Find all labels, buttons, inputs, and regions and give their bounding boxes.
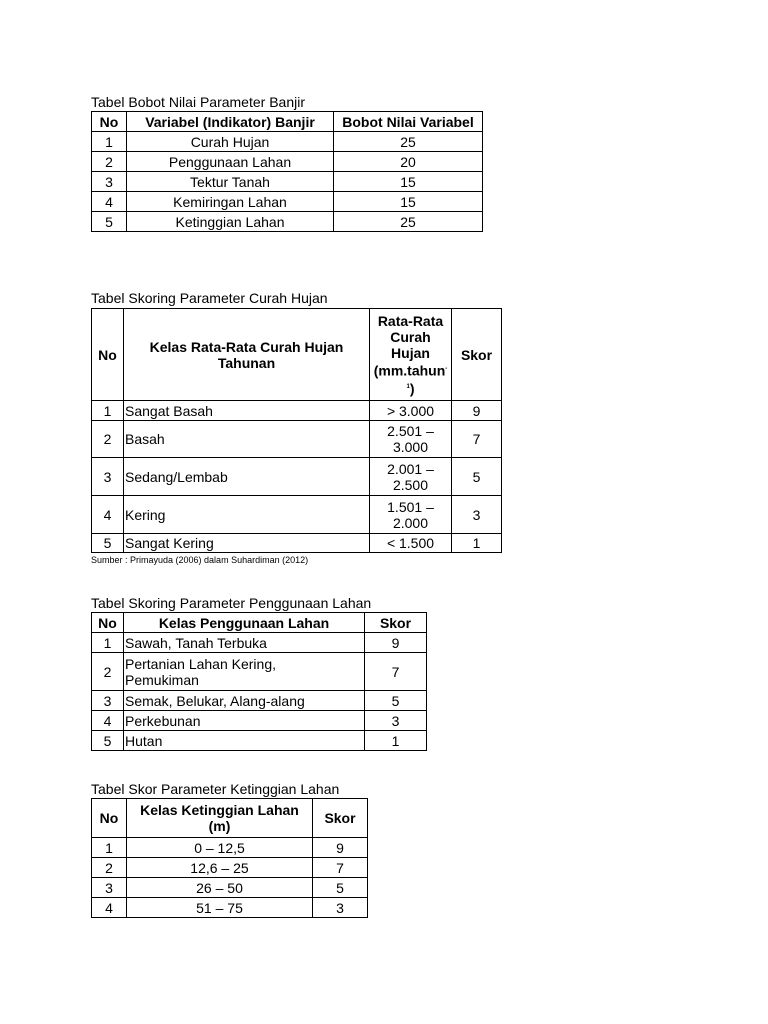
elevation-scoring-table (91, 798, 368, 918)
cell-score: 9 (313, 838, 368, 858)
cell-class: 12,6 – 25 (127, 858, 313, 878)
cell-score: 5 (313, 878, 368, 898)
cell-no: 5 (92, 212, 127, 232)
closing-paren: ) (409, 380, 415, 397)
cell-class: 26 – 50 (127, 878, 313, 898)
column-header-no: No (92, 613, 124, 633)
cell-no: 1 (92, 633, 124, 653)
cell-no: 2 (92, 152, 127, 172)
table-row (92, 633, 427, 653)
column-header-no: No (92, 309, 124, 401)
cell-no: 1 (92, 401, 124, 421)
table-row (92, 653, 427, 691)
cell-variable: Ketinggian Lahan (127, 212, 334, 232)
cell-no: 4 (92, 496, 124, 534)
cell-weight: 15 (334, 172, 483, 192)
average-rainfall-label: Rata-Rata Curah Hujan (mm.tahun (373, 312, 446, 379)
cell-no: 2 (92, 421, 124, 458)
table-row (92, 898, 368, 918)
table-row (92, 838, 368, 858)
cell-class: Sawah, Tanah Terbuka (124, 633, 365, 653)
cell-rainfall: 2.501 – 3.000 (370, 421, 452, 458)
cell-score: 9 (452, 401, 502, 421)
cell-weight: 20 (334, 152, 483, 172)
cell-class: Semak, Belukar, Alang-alang (124, 691, 365, 711)
cell-class: Basah (124, 421, 370, 458)
cell-rainfall: 2.001 – 2.500 (370, 458, 452, 496)
cell-score: 3 (313, 898, 368, 918)
column-header-no: No (92, 112, 127, 132)
cell-no: 5 (92, 731, 124, 751)
column-header-variable: Variabel (Indikator) Banjir (127, 112, 334, 132)
cell-no: 2 (92, 653, 124, 691)
table-row (92, 458, 502, 496)
cell-score: 7 (365, 653, 427, 691)
cell-no: 4 (92, 898, 127, 918)
cell-variable: Tektur Tanah (127, 172, 334, 192)
table-row (92, 172, 483, 192)
column-header-average-rainfall (370, 309, 452, 401)
table4-caption: Tabel Skor Parameter Ketinggian Lahan (91, 781, 340, 797)
cell-score: 7 (313, 858, 368, 878)
column-header-score: Skor (365, 613, 427, 633)
cell-weight: 25 (334, 212, 483, 232)
cell-score: 5 (365, 691, 427, 711)
cell-weight: 25 (334, 132, 483, 152)
column-header-elevation-class: Kelas Ketinggian Lahan (m) (127, 799, 313, 838)
cell-class: Kering (124, 496, 370, 534)
table-row (92, 192, 483, 212)
table-row (92, 212, 483, 232)
cell-no: 1 (92, 838, 127, 858)
cell-rainfall: < 1.500 (370, 534, 452, 553)
cell-no: 3 (92, 458, 124, 496)
table-row (92, 132, 483, 152)
cell-no: 3 (92, 878, 127, 898)
column-header-score: Skor (452, 309, 502, 401)
unit-exponent: -1 (406, 365, 448, 390)
cell-class: Perkebunan (124, 711, 365, 731)
table-header-row (92, 112, 483, 132)
table-row (92, 152, 483, 172)
cell-score: 3 (365, 711, 427, 731)
cell-no: 4 (92, 711, 124, 731)
cell-score: 7 (452, 421, 502, 458)
cell-score: 5 (452, 458, 502, 496)
cell-no: 3 (92, 172, 127, 192)
cell-score: 1 (452, 534, 502, 553)
table-header-row (92, 613, 427, 633)
cell-no: 3 (92, 691, 124, 711)
cell-score: 3 (452, 496, 502, 534)
rainfall-scoring-table (91, 308, 502, 553)
table2-source-note: Sumber : Primayuda (2006) dalam Suhardiman (2012) (91, 555, 309, 565)
column-header-weight: Bobot Nilai Variabel (334, 112, 483, 132)
cell-no: 5 (92, 534, 124, 553)
table-row (92, 731, 427, 751)
land-use-scoring-table (91, 612, 427, 751)
table-row (92, 878, 368, 898)
cell-rainfall: > 3.000 (370, 401, 452, 421)
flood-parameter-weight-table (91, 111, 483, 232)
table-row (92, 691, 427, 711)
table-header-row (92, 309, 502, 401)
table-row (92, 534, 502, 553)
cell-no: 1 (92, 132, 127, 152)
cell-class: Sangat Kering (124, 534, 370, 553)
table-row (92, 401, 502, 421)
cell-class: Sangat Basah (124, 401, 370, 421)
column-header-score: Skor (313, 799, 368, 838)
cell-variable: Penggunaan Lahan (127, 152, 334, 172)
cell-no: 4 (92, 192, 127, 212)
cell-no: 2 (92, 858, 127, 878)
column-header-land-use-class: Kelas Penggunaan Lahan (124, 613, 365, 633)
table-header-row (92, 799, 368, 838)
cell-class: Sedang/Lembab (124, 458, 370, 496)
column-header-rainfall-class: Kelas Rata-Rata Curah Hujan Tahunan (124, 309, 370, 401)
table-row (92, 421, 502, 458)
table2-caption: Tabel Skoring Parameter Curah Hujan (91, 290, 328, 306)
table-row (92, 496, 502, 534)
cell-class: 0 – 12,5 (127, 838, 313, 858)
cell-rainfall: 1.501 – 2.000 (370, 496, 452, 534)
column-header-no: No (92, 799, 127, 838)
cell-weight: 15 (334, 192, 483, 212)
table3-caption: Tabel Skoring Parameter Penggunaan Lahan (91, 595, 372, 611)
cell-variable: Curah Hujan (127, 132, 334, 152)
table1-caption: Tabel Bobot Nilai Parameter Banjir (91, 94, 305, 110)
cell-score: 1 (365, 731, 427, 751)
cell-variable: Kemiringan Lahan (127, 192, 334, 212)
cell-class: 51 – 75 (127, 898, 313, 918)
table-row (92, 711, 427, 731)
cell-class: Pertanian Lahan Kering, Pemukiman (124, 653, 365, 691)
table-row (92, 858, 368, 878)
cell-class: Hutan (124, 731, 365, 751)
cell-score: 9 (365, 633, 427, 653)
